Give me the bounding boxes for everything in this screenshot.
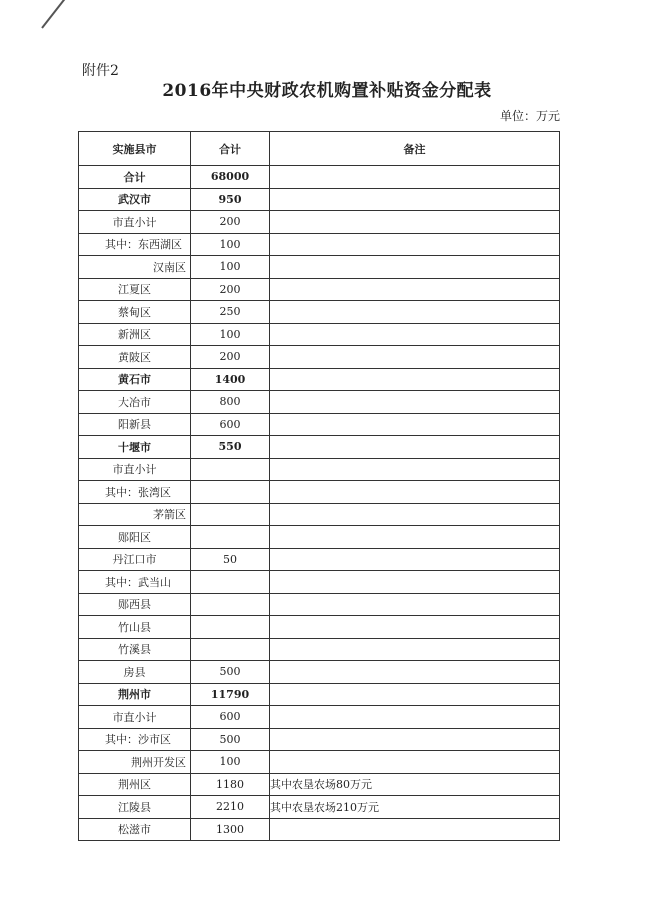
- row-total-value: 550: [191, 436, 270, 459]
- row-remark: [270, 458, 560, 481]
- table-row: [79, 368, 560, 391]
- row-county-name: 江夏区: [79, 278, 191, 301]
- row-county-name: 江陵县: [79, 796, 191, 819]
- row-total-value: [191, 526, 270, 549]
- table-row: [79, 616, 560, 639]
- row-total-value: [191, 638, 270, 661]
- row-remark: [270, 233, 560, 256]
- table-row: [79, 683, 560, 706]
- row-remark: [270, 323, 560, 346]
- row-county-name: 武汉市: [79, 188, 191, 211]
- row-remark: [270, 526, 560, 549]
- row-remark: 其中农垦农场80万元: [270, 773, 560, 796]
- header-county: 实施县市: [79, 132, 191, 166]
- row-county-name: 市直小计: [79, 458, 191, 481]
- row-remark: [270, 346, 560, 369]
- row-county-name: 其中：武当山: [79, 571, 191, 594]
- row-total-value: 11790: [191, 683, 270, 706]
- table-row: [79, 233, 560, 256]
- table-row: [79, 436, 560, 459]
- row-county-name: 茅箭区: [79, 503, 191, 526]
- row-county-name: 荆州开发区: [79, 751, 191, 774]
- row-total-value: 950: [191, 188, 270, 211]
- row-county-name: 合计: [79, 166, 191, 189]
- row-remark: [270, 661, 560, 684]
- row-county-name: 汉南区: [79, 256, 191, 279]
- allocation-table: [78, 131, 560, 841]
- row-remark: [270, 548, 560, 571]
- row-county-name: 竹溪县: [79, 638, 191, 661]
- table-row: [79, 706, 560, 729]
- row-remark: [270, 616, 560, 639]
- table-row: [79, 526, 560, 549]
- row-remark: [270, 638, 560, 661]
- row-total-value: [191, 593, 270, 616]
- row-county-name: 其中：张湾区: [79, 481, 191, 504]
- row-total-value: 50: [191, 548, 270, 571]
- row-remark: [270, 503, 560, 526]
- row-remark: [270, 278, 560, 301]
- table-row: [79, 818, 560, 841]
- row-county-name: 房县: [79, 661, 191, 684]
- row-total-value: 2210: [191, 796, 270, 819]
- row-county-name: 市直小计: [79, 211, 191, 234]
- row-remark: [270, 593, 560, 616]
- row-county-name: 松滋市: [79, 818, 191, 841]
- unit-label: 单位：万元: [500, 109, 561, 123]
- row-county-name: 其中：沙市区: [79, 728, 191, 751]
- row-remark: [270, 728, 560, 751]
- scan-pen-mark: [41, 0, 66, 29]
- table-row: [79, 413, 560, 436]
- row-total-value: 100: [191, 233, 270, 256]
- row-total-value: 600: [191, 706, 270, 729]
- row-total-value: 500: [191, 661, 270, 684]
- row-total-value: 200: [191, 278, 270, 301]
- row-total-value: 100: [191, 323, 270, 346]
- row-remark: [270, 166, 560, 189]
- table-row: [79, 188, 560, 211]
- table-row: [79, 481, 560, 504]
- row-county-name: 市直小计: [79, 706, 191, 729]
- row-remark: [270, 683, 560, 706]
- header-total: 合计: [191, 132, 270, 166]
- row-total-value: 68000: [191, 166, 270, 189]
- table-row: [79, 796, 560, 819]
- row-total-value: 1300: [191, 818, 270, 841]
- table-row: [79, 458, 560, 481]
- row-remark: [270, 751, 560, 774]
- row-total-value: 200: [191, 211, 270, 234]
- table-row: [79, 728, 560, 751]
- row-remark: [270, 706, 560, 729]
- row-remark: [270, 256, 560, 279]
- attachment-label: 附件2: [82, 63, 119, 79]
- row-county-name: 十堰市: [79, 436, 191, 459]
- row-remark: [270, 368, 560, 391]
- table-row: [79, 661, 560, 684]
- row-remark: [270, 481, 560, 504]
- row-total-value: 250: [191, 301, 270, 324]
- row-county-name: 蔡甸区: [79, 301, 191, 324]
- row-remark: [270, 571, 560, 594]
- row-total-value: 200: [191, 346, 270, 369]
- row-total-value: 500: [191, 728, 270, 751]
- row-county-name: 大冶市: [79, 391, 191, 414]
- table-row: [79, 211, 560, 234]
- table-row: [79, 166, 560, 189]
- table-row: [79, 278, 560, 301]
- table-row: [79, 256, 560, 279]
- row-remark: [270, 436, 560, 459]
- row-total-value: 100: [191, 751, 270, 774]
- header-remarks: 备注: [270, 132, 560, 166]
- table-row: [79, 503, 560, 526]
- row-total-value: 1180: [191, 773, 270, 796]
- table-row: [79, 638, 560, 661]
- row-county-name: 新洲区: [79, 323, 191, 346]
- table-header-row: [79, 132, 560, 166]
- table-row: [79, 548, 560, 571]
- row-county-name: 竹山县: [79, 616, 191, 639]
- row-total-value: [191, 458, 270, 481]
- row-county-name: 丹江口市: [79, 548, 191, 571]
- row-county-name: 郧西县: [79, 593, 191, 616]
- row-total-value: [191, 503, 270, 526]
- table-row: [79, 301, 560, 324]
- row-total-value: 800: [191, 391, 270, 414]
- row-county-name: 荆州区: [79, 773, 191, 796]
- row-county-name: 黄陂区: [79, 346, 191, 369]
- row-remark: [270, 301, 560, 324]
- row-total-value: 600: [191, 413, 270, 436]
- row-remark: [270, 818, 560, 841]
- table-row: [79, 323, 560, 346]
- row-county-name: 荆州市: [79, 683, 191, 706]
- row-remark: 其中农垦农场210万元: [270, 796, 560, 819]
- row-total-value: 100: [191, 256, 270, 279]
- row-county-name: 郧阳区: [79, 526, 191, 549]
- table-row: [79, 346, 560, 369]
- table-row: [79, 751, 560, 774]
- table-row: [79, 571, 560, 594]
- row-county-name: 阳新县: [79, 413, 191, 436]
- row-county-name: 其中：东西湖区: [79, 233, 191, 256]
- row-remark: [270, 211, 560, 234]
- document-title: 2016年中央财政农机购置补贴资金分配表: [162, 81, 492, 101]
- row-remark: [270, 391, 560, 414]
- row-total-value: [191, 616, 270, 639]
- row-total-value: [191, 571, 270, 594]
- row-total-value: [191, 481, 270, 504]
- row-county-name: 黄石市: [79, 368, 191, 391]
- row-remark: [270, 188, 560, 211]
- table-row: [79, 773, 560, 796]
- row-total-value: 1400: [191, 368, 270, 391]
- table-row: [79, 593, 560, 616]
- row-remark: [270, 413, 560, 436]
- table-row: [79, 391, 560, 414]
